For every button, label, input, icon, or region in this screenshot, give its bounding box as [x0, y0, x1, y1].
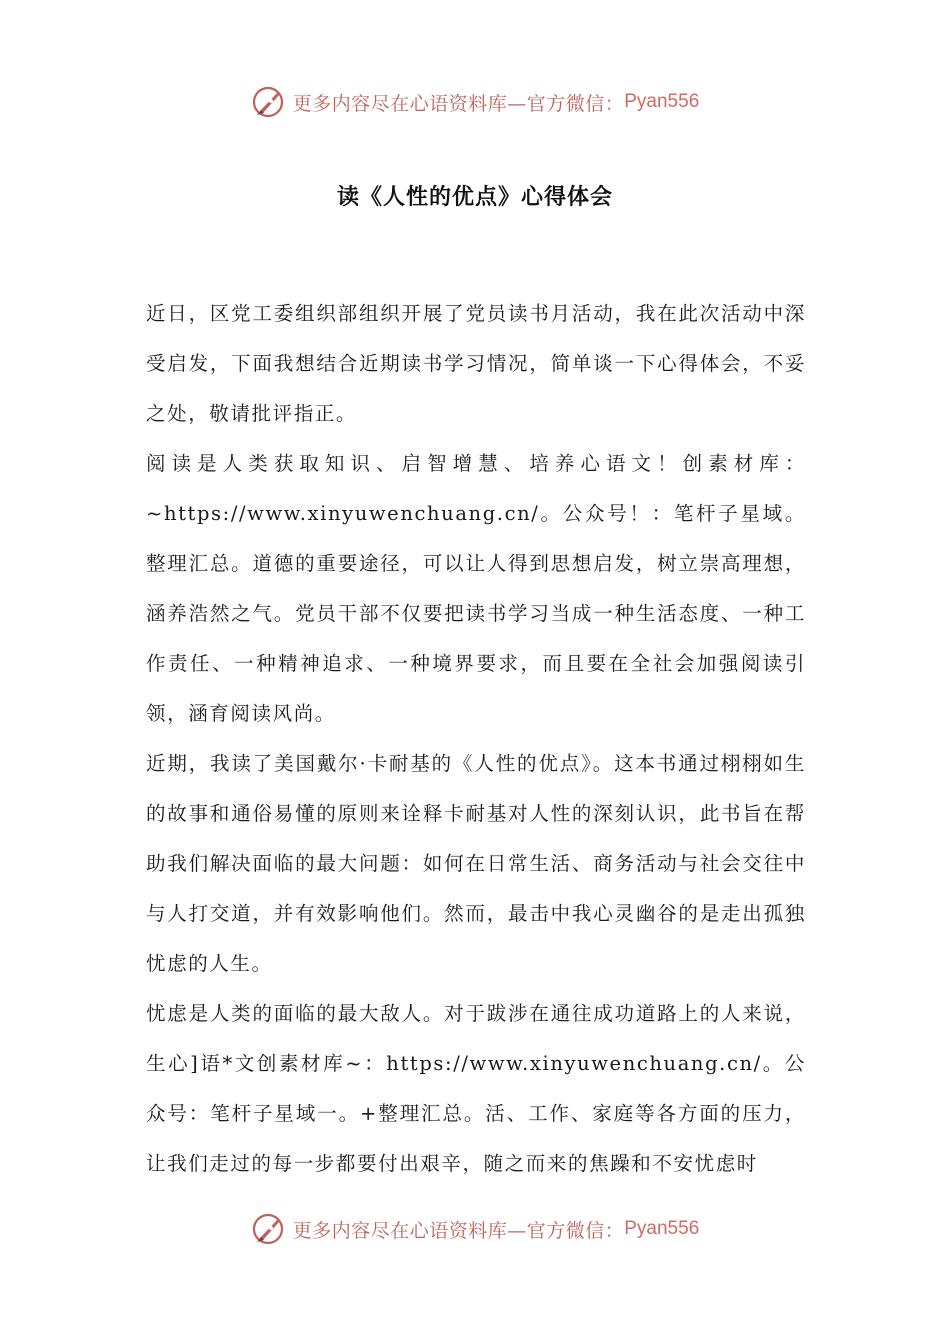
wechat-id: Pyan556	[624, 91, 700, 112]
document-body	[146, 289, 806, 1189]
header-watermark-banner	[0, 82, 950, 122]
quill-pen-circle-icon	[251, 1211, 287, 1247]
watermark-text: 更多内容尽在心语资料库—官方微信：	[292, 1219, 625, 1242]
paragraph: 阅读是人类获取知识、启智增慧、培养心语文！创素材库：~https://www.xinyuwenchuang.cn/。公众号！：笔杆子星域。整理汇总。道德的重要途径，可以让人得到思想启发，树立崇高理想，涵养浩然之气。党员干部不仅要把读书学习当成一种生活态度、一种工作责任、一种精神追求、一种境界要求，而且要在全社会加强阅读引领，涵育阅读风尚。	[146, 452, 806, 725]
watermark-text: 更多内容尽在心语资料库—官方微信：	[292, 92, 625, 115]
document-title: 读《人性的优点》心得体会	[336, 184, 613, 210]
footer-watermark-banner	[0, 1209, 950, 1249]
wechat-id: Pyan556	[624, 1218, 700, 1239]
paragraph: 近期，我读了美国戴尔·卡耐基的《人性的优点》。这本书通过栩栩如生的故事和通俗易懂的原则来诠释卡耐基对人性的深刻认识，此书旨在帮助我们解决面临的最大问题：如何在日常生活、商务活动与社会交往中与人打交道，并有效影响他们。然而，最击中我心灵幽谷的是走出孤独忧虑的人生。	[146, 752, 806, 975]
paragraph: 忧虑是人类的面临的最大敌人。对于跋涉在通往成功道路上的人来说，生心]语*文创素材库~：https://www.xinyuwenchuang.cn/。公众号：笔杆子星域一。+整理汇总。活、工作、家庭等各方面的压力，让我们走过的每一步都要付出艰辛，随之而来的焦躁和不安忧虑时	[146, 1002, 806, 1175]
quill-pen-circle-icon	[251, 84, 287, 120]
paragraph: 近日，区党工委组织部组织开展了党员读书月活动，我在此次活动中深受启发，下面我想结合近期读书学习情况，简单谈一下心得体会，不妥之处，敬请批评指正。	[146, 302, 806, 425]
